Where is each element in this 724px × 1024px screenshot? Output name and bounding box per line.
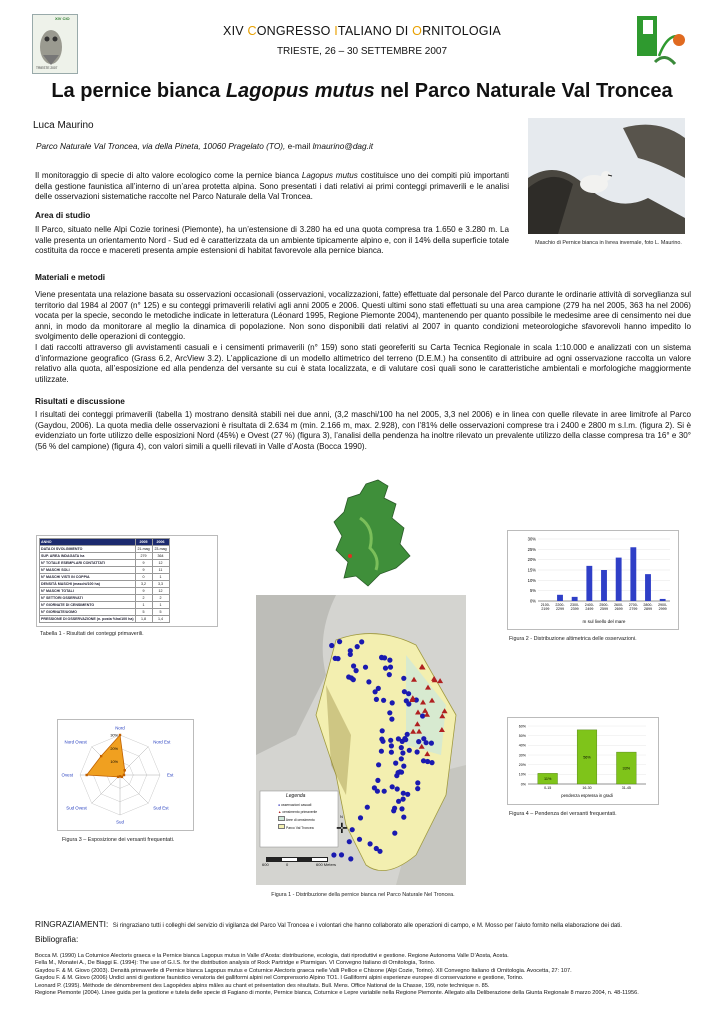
x-tick-label: 2300-: [570, 603, 580, 607]
table-cell: 21-mag: [135, 546, 152, 553]
radar-point: [123, 774, 125, 776]
table-cell: 0: [135, 574, 152, 581]
table-cell: 2006: [152, 539, 169, 546]
observation-dot: [351, 663, 356, 668]
methods-text: Viene presentata una relazione basata su osservazioni occasionali (osservazioni, vocalizzazioni, fatte) effettuate dal personale del Parco durante le ordinarie attività di sorveglianza sul territorio dal 1984 al 2007 (n° 125) e su conteggi primaverili relativi agli anni 2005 e 2006. Questi ultimi sono stati effettuati su una area campione (279 ha nel 2005, 363 ha nel 2006) vocata per la specie, secondo le metodiche indicate in letteratura (Léonard 1995, Regione Piemonte 2004), mantenendo per quanto possibile le medesime aree di censimento nei due anni, in modo da monitorare al meglio la dinamica di popolazione. Non sono disponibili dati relativi al 2007 in quanto condizioni meteorologiche sfavorevoli hanno impedito lo svolgimento delle operazioni di conteggio. I dati raccolti attraverso gli avvistamenti casuali e i censimenti primaverili (n° 159) sono stati georeferiti su Carta Tecnica Regionale in scala 1:10.000 e analizzati con un sistema d’informazione geografico (Grass 6.2, ArcView 3.2). L’applicazione di un modello altimetrico del terreno (D.E.M.) ha consentito di attribuire ad ogni osservazione raccolta un valore relativo alla quota, all’esposizione ed alla pendenza del versante su cui è stata localizzata, e di valutare così quali sono le caratteristiche ambientali e morfologiche maggiormente utilizzate.: [35, 290, 691, 384]
figure2-caption: Figura 2 - Distribuzione altimetrica delle osservazioni.: [509, 636, 637, 642]
table-cell: DENSITÀ MASCHI (maschi/100 ha): [40, 581, 136, 588]
observation-dot: [415, 749, 420, 754]
park-logo-icon: [635, 12, 691, 76]
observation-dot: [404, 698, 409, 703]
bar-data-label: 11%: [544, 777, 552, 782]
observation-dot: [424, 740, 429, 745]
observation-dot: [401, 676, 406, 681]
congress-title-part: ONGRESSO: [256, 24, 335, 38]
congress-title: [0, 24, 724, 38]
bar-data-label: 33%: [622, 766, 631, 771]
table-cell: N° MASCHI TOTALI: [40, 588, 136, 595]
radar-tick-label: 30%: [110, 733, 118, 738]
radar-category-label: Nord: [115, 725, 125, 731]
observation-dot: [392, 831, 397, 836]
bar-data-label: 56%: [583, 755, 591, 760]
observation-dot: [389, 750, 394, 755]
observation-dot: [393, 761, 398, 766]
table-cell: 12: [152, 560, 169, 567]
bibliography-item: Fella M., Monatei A., De Biaggi E. (1994): The use of G.I.S. for the distribution analysis of Rock Partridge e Ptarmigan. VI Convegno Italiano di Ornitologia, Torino.: [35, 960, 436, 967]
figure4-box: [507, 717, 659, 805]
radar-tick-label: 10%: [110, 760, 118, 765]
observation-dot: [395, 786, 400, 791]
y-tick-label: 20%: [527, 557, 536, 563]
table-cell: 1,4: [152, 616, 169, 623]
observation-dot: [401, 764, 406, 769]
observation-dot: [379, 655, 384, 660]
table-row: [40, 560, 170, 567]
observation-dot: [388, 665, 393, 670]
table-cell: N° GIORNATE DI CENSIMENTO: [40, 602, 136, 609]
email-label: e-mail: [287, 141, 311, 151]
table-row: [40, 616, 170, 623]
bar: [572, 597, 578, 601]
ptarmigan-photo: [528, 118, 685, 234]
observation-dot: [387, 658, 392, 663]
observation-dot: [337, 639, 342, 644]
figure3-caption: Figura 3 – Esposizione dei versanti frequentati.: [62, 837, 175, 843]
radar-point: [119, 734, 121, 736]
observation-dot: [429, 760, 434, 765]
table-cell: 3,2: [135, 581, 152, 588]
bibliography-item: Gaydou F. & M. Giovo (2006) Undici anni di gestione faunistico venatoria dei galliformi alpini nel Comprensorio Alpino TO1. I Galliformi alpini esperienze europee di conservazione e gestione, Torino.: [35, 975, 524, 982]
x-tick-label: 2200-: [555, 603, 565, 607]
bar: [601, 570, 607, 601]
observation-dot: [415, 786, 420, 791]
x-tick-label: 2199: [541, 607, 550, 611]
table-cell: 1: [135, 602, 152, 609]
radar-category-label: Sud Est: [153, 805, 169, 811]
legend-census: [278, 809, 317, 816]
intro-species: Lagopus mutus: [301, 171, 358, 180]
table-cell: 5: [152, 609, 169, 616]
table-row: [40, 595, 170, 602]
bar: [645, 574, 651, 601]
affiliation-text: Parco Naturale Val Troncea, via della Pineta, 10060 Pragelato (TO),: [36, 141, 286, 151]
observation-dot: [396, 799, 401, 804]
affiliation: [36, 141, 373, 151]
figure1-caption: Figura 1 - Distribuzione della pernice bianca nel Parco Naturale Nel Troncea.: [271, 892, 455, 898]
x-axis-title: m sul livello del mare: [582, 619, 626, 624]
observation-dot: [348, 652, 353, 657]
observation-dot: [331, 852, 336, 857]
observation-dot: [355, 644, 360, 649]
table1: [39, 538, 170, 623]
bibliography-item: Regione Piemonte (2004). Linee guida per la gestione e tutela delle specie di Fagiano di monte, Pernice bianca, Coturnice e Lepre variabile nella Regione Piemonte. Allegato alla Deliberazione della Giunta Regionale 8 marzo 2004, n. 48-11956.: [35, 990, 639, 997]
observation-dot: [407, 748, 412, 753]
congress-logo: [32, 14, 78, 74]
bar: [630, 547, 636, 601]
table-cell: 2: [152, 595, 169, 602]
x-tick-label: 2899: [644, 607, 652, 611]
observation-dot: [389, 717, 394, 722]
bibliography-heading: Bibliografia:: [35, 934, 79, 944]
observation-dot: [368, 841, 373, 846]
observation-dot: [396, 736, 401, 741]
x-tick-label: 2600-: [614, 603, 624, 607]
observation-dot: [416, 739, 421, 744]
acknowledgements: [35, 914, 705, 932]
y-tick-label: 60%: [518, 724, 526, 729]
observation-dot: [388, 738, 393, 743]
scale-label-right: 600 Meters: [316, 862, 337, 867]
table-cell: 5: [135, 609, 152, 616]
y-tick-label: 10%: [527, 577, 536, 583]
intro-paragraph: [35, 171, 509, 203]
observation-dot: [425, 759, 430, 764]
bar: [616, 558, 622, 601]
x-axis-title: pendenza espressa in gradi: [561, 793, 613, 798]
exposure-radar-chart: [58, 720, 193, 830]
legend-label: osservazioni casuali: [281, 803, 312, 807]
y-tick-label: 0%: [529, 598, 536, 604]
y-tick-label: 25%: [527, 546, 536, 552]
x-tick-label: 31-45: [621, 786, 631, 790]
table-cell: 2005: [135, 539, 152, 546]
table-cell: ANNO: [40, 539, 136, 546]
observation-dot: [339, 852, 344, 857]
y-tick-label: 30%: [527, 536, 536, 542]
table-cell: 23-mag: [152, 546, 169, 553]
observation-dot: [402, 689, 407, 694]
table-cell: N° MASCHI VISTI IN COPPIA: [40, 574, 136, 581]
scale-label-left: 600: [262, 862, 269, 867]
bar: [557, 595, 563, 601]
figure4-caption: Figura 4 – Pendenza dei versanti frequentati.: [509, 811, 617, 817]
map-legend-item: [278, 802, 317, 832]
observation-dot: [401, 815, 406, 820]
intro-text: costituisce uno dei compiti più importanti della gestione faunistica all’interno di un’area protetta alpina. Sono presentati i dati relativi ai primi conteggi primaverili e le analisi delle osservazioni sistematiche raccolte nel Parco Naturale della Val Troncea.: [35, 171, 509, 202]
study-area-heading: Area di studio: [35, 210, 91, 220]
scale-half: [282, 858, 297, 861]
table-row: [40, 567, 170, 574]
observation-dot: [375, 778, 380, 783]
y-tick-label: 40%: [518, 743, 526, 748]
radar-tick-label: 20%: [110, 746, 118, 751]
x-tick-label: 0-15: [544, 786, 552, 790]
radar-series: [87, 735, 125, 777]
table-cell: 1,8: [135, 616, 152, 623]
table-cell: 2: [135, 595, 152, 602]
congress-title-part: RNITOLOGIA: [422, 24, 501, 38]
scale-label-zero: 0: [286, 862, 289, 867]
bar: [586, 566, 592, 601]
observation-dot: [390, 784, 395, 789]
observation-dot: [379, 749, 384, 754]
table-cell: N° SETTORI OSSERVATI: [40, 595, 136, 602]
radar-point: [124, 769, 126, 771]
x-tick-label: 2100-: [540, 603, 550, 607]
x-tick-label: 2500-: [599, 603, 609, 607]
legend-label: censimento primaverile: [282, 810, 318, 814]
results-heading: Risultati e discussione: [35, 396, 125, 406]
table-cell: DATA DI SVOLGIMENTO: [40, 546, 136, 553]
logo-left-sub: TRIESTE 2007: [36, 66, 58, 70]
observation-dot: [357, 837, 362, 842]
radar-category-label: Sud: [116, 819, 124, 825]
x-tick-label: 2900-: [658, 603, 668, 607]
y-tick-label: 0%: [520, 782, 526, 787]
table-row: [40, 553, 170, 560]
table-row: [40, 588, 170, 595]
distribution-map: [256, 595, 466, 885]
radar-point: [85, 774, 87, 776]
intro-text: Il monitoraggio di specie di alto valore ecologico come la pernice bianca: [35, 171, 302, 180]
observation-dot: [354, 668, 359, 673]
altitude-bar-chart: [508, 531, 678, 629]
observation-dot: [383, 666, 388, 671]
observation-dot: [366, 679, 371, 684]
radar-category-label: Sud Ovest: [66, 805, 87, 811]
slope-bar-chart: [508, 718, 658, 804]
title-part: La pernice bianca: [51, 80, 226, 102]
legend-label: Parco Val Troncea: [285, 826, 314, 830]
title-part: nel Parco Naturale Val Troncea: [374, 80, 673, 102]
observation-dot: [400, 750, 405, 755]
observation-dot: [399, 806, 404, 811]
bibliography-item: Bocca M. (1990) La Coturnice Alectoris graeca e la Pernice bianca Lagopus mutus in Valle d’Aosta: distribuzione, ecologia, dati riproduttivi e gestione. Regione Autonoma Valle D’Aosta, Aosta.: [35, 953, 509, 959]
y-tick-label: 50%: [518, 733, 526, 738]
table-cell: 3,3: [152, 581, 169, 588]
radar-category-label: Nord Ovest: [64, 739, 87, 745]
table-cell: N° MASCHI SOLI: [40, 567, 136, 574]
region-map: [330, 478, 420, 588]
congress-title-part: TALIANO DI: [337, 24, 413, 38]
observation-dot: [382, 789, 387, 794]
observation-dot: [374, 846, 379, 851]
observation-dot: [399, 770, 404, 775]
x-tick-label: 2800-: [643, 603, 653, 607]
table-cell: 11: [152, 567, 169, 574]
observation-dot: [363, 665, 368, 670]
congress-place: TRIESTE, 26 – 30 SETTEMBRE 2007: [276, 46, 448, 57]
y-tick-label: 15%: [527, 567, 536, 573]
congress-title-initial: I: [334, 24, 338, 38]
observation-dot: [381, 698, 386, 703]
observation-dot: [373, 689, 378, 694]
table-cell: SUP. AREA INDAGATA ha: [40, 553, 136, 560]
page-title: [0, 80, 724, 103]
triangle-symbol-icon: ▲: [278, 810, 282, 814]
observation-dot: [348, 856, 353, 861]
x-tick-label: 2700-: [628, 603, 638, 607]
observation-dot: [399, 745, 404, 750]
radar-category-label: Est: [167, 772, 174, 778]
observation-dot: [399, 756, 404, 761]
legend-areas: [278, 816, 317, 824]
results-text: I risultati dei conteggi primaverili (tabella 1) mostrano densità stabili nei due anni, (3,2 maschi/100 ha nel 2005, 3,3 nel 2006) e in linea con quelle rilevate in aree limitrofe al Parco (Gaydou, 2006). La quota media delle osservazioni è risultata di 2.634 m (min. 2.166 m, max. 2.928), con l’81% delle osservazioni comprese tra i 2400 e 2800 m s.l.m. (figura 2). Si è evidenziato un forte utilizzo delle esposizioni Nord (45%) e Ovest (27 %) (figura 3), l’analisi della pendenza ha inoltre rilevato un prevalente utilizzo della classe compresa tra 16° e 30° (56 % del campione) (figura 4), con valori simili a quelli rilevati in Valle d’Aosta (Bocca 1990).: [35, 410, 691, 451]
map-legend-title: Legenda: [286, 793, 306, 799]
observation-dot: [365, 805, 370, 810]
table-cell: PRESSIONE DI OSSERVAZIONE (n. posta %ha/100 ha): [41, 617, 134, 621]
radar-category-label: Ovest: [61, 772, 73, 778]
piemonte-region-shape: [330, 478, 420, 588]
park-logo: [635, 12, 691, 76]
table-row: [40, 539, 170, 546]
table-row: [40, 546, 170, 553]
table-cell: 9: [135, 588, 152, 595]
email-link[interactable]: lmaurino@dag.it: [312, 141, 374, 151]
study-area-text: Il Parco, situato nelle Alpi Cozie torinesi (Piemonte), ha un’estensione di 3.280 ha ed una quota compresa tra 1.650 e 3.280 m. La valle presenta un orientamento Nord - Sud ed è caratterizzata da un ambiente tipicamente alpino e, con il 14% della superficie totale costituita da rocce e macereti presenta ampie estensioni di habitat favorevole alla pernice bianca.: [35, 225, 509, 256]
observation-dot: [415, 780, 420, 785]
table-cell: N° TOTALE ESEMPLARI CONTATTATI: [40, 560, 136, 567]
observation-dot: [392, 806, 397, 811]
table-cell: 12: [152, 588, 169, 595]
observation-dot: [387, 672, 392, 677]
observation-dot: [376, 762, 381, 767]
x-tick-label: 2599: [600, 607, 608, 611]
area-symbol-icon: [278, 816, 285, 821]
x-tick-label: 2299: [556, 607, 564, 611]
table-row: [40, 581, 170, 588]
scale-half: [312, 858, 327, 861]
observation-dot: [375, 789, 380, 794]
distribution-map-image: [256, 595, 466, 885]
observation-dot: [389, 743, 394, 748]
dot-symbol-icon: ●: [278, 803, 281, 807]
observation-dot: [359, 639, 364, 644]
figure3-box: [57, 719, 194, 831]
x-tick-label: 2799: [629, 607, 638, 611]
radar-spoke: [120, 775, 148, 803]
table-row: [40, 609, 170, 616]
author: Luca Maurino: [33, 120, 94, 131]
table1-box: [36, 535, 218, 627]
radar-point: [100, 755, 102, 757]
title-species: Lagopus mutus: [225, 80, 375, 102]
radar-category-label: Nord Est: [153, 739, 171, 745]
y-tick-label: 5%: [529, 588, 536, 594]
observation-dot: [346, 674, 351, 679]
observation-dot: [380, 728, 385, 733]
methods-heading: Materiali e metodi: [35, 272, 106, 282]
observation-dot: [335, 656, 340, 661]
observation-dot: [387, 710, 392, 715]
observation-dot: [405, 792, 410, 797]
legend-label: Aree di censimento: [285, 818, 315, 822]
photo-caption: Maschio di Pernice bianca in livrea invernale, foto L. Maurino.: [535, 240, 682, 246]
y-tick-label: 10%: [518, 772, 526, 777]
table-cell: 9: [135, 567, 152, 574]
x-tick-label: 2699: [614, 607, 623, 611]
x-tick-label: 16-30: [582, 786, 592, 790]
y-tick-label: 30%: [518, 753, 526, 758]
x-tick-label: 2400-: [584, 603, 594, 607]
bibliography-list: [35, 953, 705, 997]
x-tick-label: 2399: [570, 607, 579, 611]
observation-dot: [374, 697, 379, 702]
bibliography-item: Leonard P. (1995). Méthode de dénombrement des Lagopèdes alpins mâles au chant et présentation des résultats. Bull. Mens. Office National de la Chasse, 199, note technique n. 85.: [35, 982, 490, 989]
bar: [660, 599, 666, 601]
observation-dot: [379, 737, 384, 742]
north-arrow-icon: ✛: [336, 820, 348, 836]
table-cell: 1: [152, 574, 169, 581]
bibliography-item: Gaydou F. & M. Giovo (2003). Densità primaverile di Pernice bianca Lagopus mutus e Coturnice Alectoris graeca nelle Valli Pellice e Chisone (Alpi Cozie, Torino). XII Convegno Italiano di Ornitologia. Avocetta, 27: 107.: [35, 967, 572, 974]
radar-point: [117, 776, 119, 778]
figure2-box: [507, 530, 679, 630]
observation-dot: [429, 741, 434, 746]
table-row: [40, 602, 170, 609]
table-cell: 364: [152, 553, 169, 560]
table-cell: 1: [152, 602, 169, 609]
y-tick-label: 20%: [518, 762, 526, 767]
observation-dot: [358, 815, 363, 820]
observation-dot: [401, 791, 406, 796]
acknowledgements-text: Si ringraziano tutti i colleghi del servizio di vigilanza del Parco Val Troncea e i volontari che hanno collaborato alle operazioni di campo, e M. Mosso per l’aiuto fornito nella elaborazione dei dati.: [112, 923, 622, 929]
logo-left-text: XIV CIO: [55, 16, 70, 21]
legend-park: [278, 824, 317, 832]
observation-dot: [347, 839, 352, 844]
x-tick-label: 2999: [658, 607, 667, 611]
table-cell: 9: [135, 560, 152, 567]
north-label: N: [340, 814, 343, 819]
congress-title-initial: O: [412, 24, 423, 38]
legend-casual: [278, 802, 317, 809]
table-cell: N° GIORNATE/UOMO: [40, 609, 136, 616]
acknowledgements-heading: RINGRAZIAMENTI:: [35, 919, 109, 929]
observation-dot: [401, 797, 406, 802]
table1-caption: Tabella 1 - Risultati dei conteggi primaverili.: [40, 631, 144, 637]
table-row: [40, 574, 170, 581]
park-symbol-icon: [278, 824, 285, 829]
observation-dot: [350, 827, 355, 832]
ptarmigan-photo-image: [528, 118, 685, 234]
observation-dot: [390, 700, 395, 705]
radar-spoke: [92, 775, 120, 803]
table-cell: 279: [135, 553, 152, 560]
observation-dot: [329, 643, 334, 648]
x-tick-label: 2499: [585, 607, 594, 611]
congress-title-part: XIV: [223, 24, 248, 38]
congress-title-initial: C: [247, 24, 257, 38]
